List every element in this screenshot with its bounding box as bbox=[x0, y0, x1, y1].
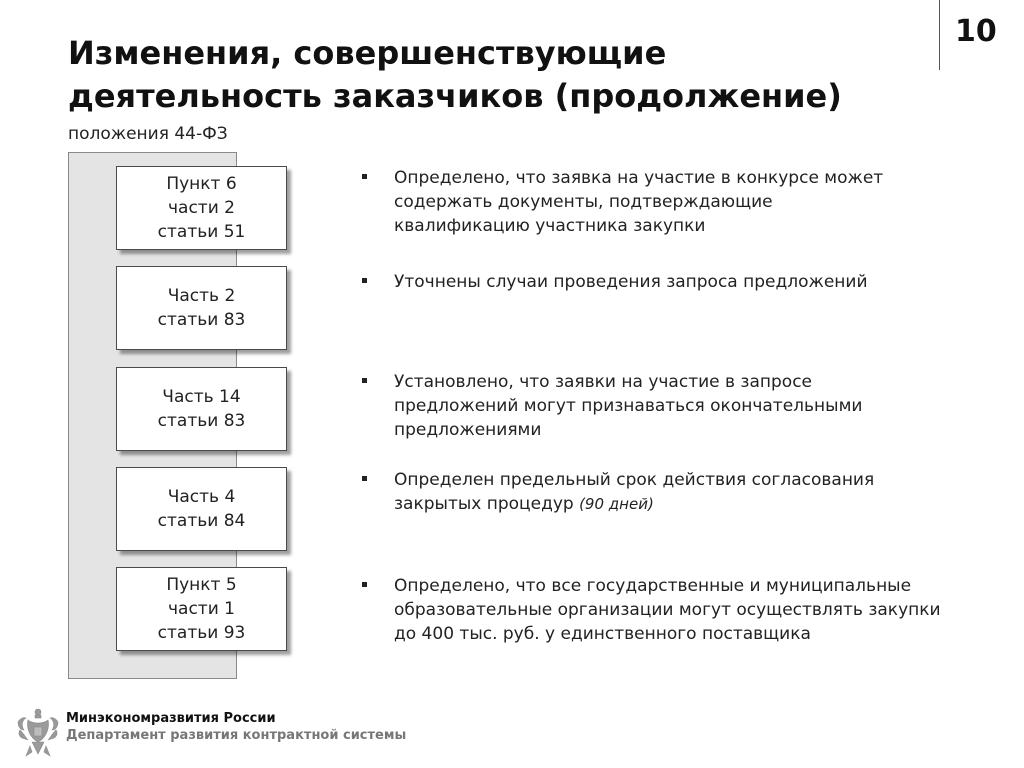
bullet-marker bbox=[362, 378, 367, 383]
page-number: 10 bbox=[955, 14, 997, 49]
article-box-1 bbox=[116, 166, 287, 250]
bullet-item-5-text: Определено, что все государственные и муниципальные образовательные организации могут осуществлять закупки до 400 тыс. руб. у единственного поставщика bbox=[394, 576, 941, 644]
article-box-3 bbox=[116, 367, 287, 451]
bullet-item-2-text: Уточнены случаи проведения запроса предложений bbox=[394, 272, 868, 292]
bullet-marker bbox=[362, 582, 367, 587]
bullet-item-4-text: Определен предельный срок действия согласования закрытых процедур bbox=[394, 470, 875, 514]
bullet-item-4-note: (90 дней) bbox=[579, 495, 654, 513]
footer-org-name: Минэкономразвития России bbox=[66, 711, 276, 726]
bullet-item-3-text: Установлено, что заявки на участие в запросе предложений могут признаваться окончательными предложениями bbox=[394, 372, 863, 440]
article-box-5-line-2: части 1 bbox=[168, 599, 235, 619]
bullet-marker bbox=[362, 476, 367, 481]
article-box-3-line-2: статьи 83 bbox=[157, 411, 246, 431]
article-box-3-line-1: Часть 14 bbox=[162, 387, 241, 407]
slide-title bbox=[68, 32, 928, 118]
article-box-5 bbox=[116, 567, 287, 651]
article-box-2-line-2: статьи 83 bbox=[157, 310, 246, 330]
article-box-1-line-3: статьи 51 bbox=[157, 222, 246, 242]
article-box-2 bbox=[116, 266, 287, 350]
double-headed-eagle-emblem-icon bbox=[16, 706, 60, 758]
slide-title-line-2: деятельность заказчиков (продолжение) bbox=[68, 77, 842, 115]
footer-department-name: Департамент развития контрактной системы bbox=[66, 728, 407, 743]
article-box-5-line-1: Пункт 5 bbox=[166, 575, 237, 595]
bullet-marker bbox=[362, 174, 367, 179]
article-box-4-line-2: статьи 84 bbox=[157, 511, 246, 531]
bullet-item-4-body bbox=[394, 468, 1022, 516]
bullet-item-1-text: Определено, что заявка на участие в конкурсе может содержать документы, подтверждающие квалификацию участника закупки bbox=[394, 168, 884, 236]
article-box-1-line-1: Пункт 6 bbox=[166, 174, 237, 194]
subtitle: положения 44-ФЗ bbox=[68, 124, 228, 144]
article-box-5-line-3: статьи 93 bbox=[157, 623, 246, 643]
page-number-divider bbox=[939, 0, 940, 70]
article-box-1-line-2: части 2 bbox=[168, 198, 235, 218]
slide-title-line-1: Изменения, совершенствующие bbox=[68, 34, 667, 72]
article-box-2-line-1: Часть 2 bbox=[167, 286, 236, 306]
bullet-marker bbox=[362, 278, 367, 283]
article-box-4-line-1: Часть 4 bbox=[167, 487, 236, 507]
article-box-4 bbox=[116, 467, 287, 551]
